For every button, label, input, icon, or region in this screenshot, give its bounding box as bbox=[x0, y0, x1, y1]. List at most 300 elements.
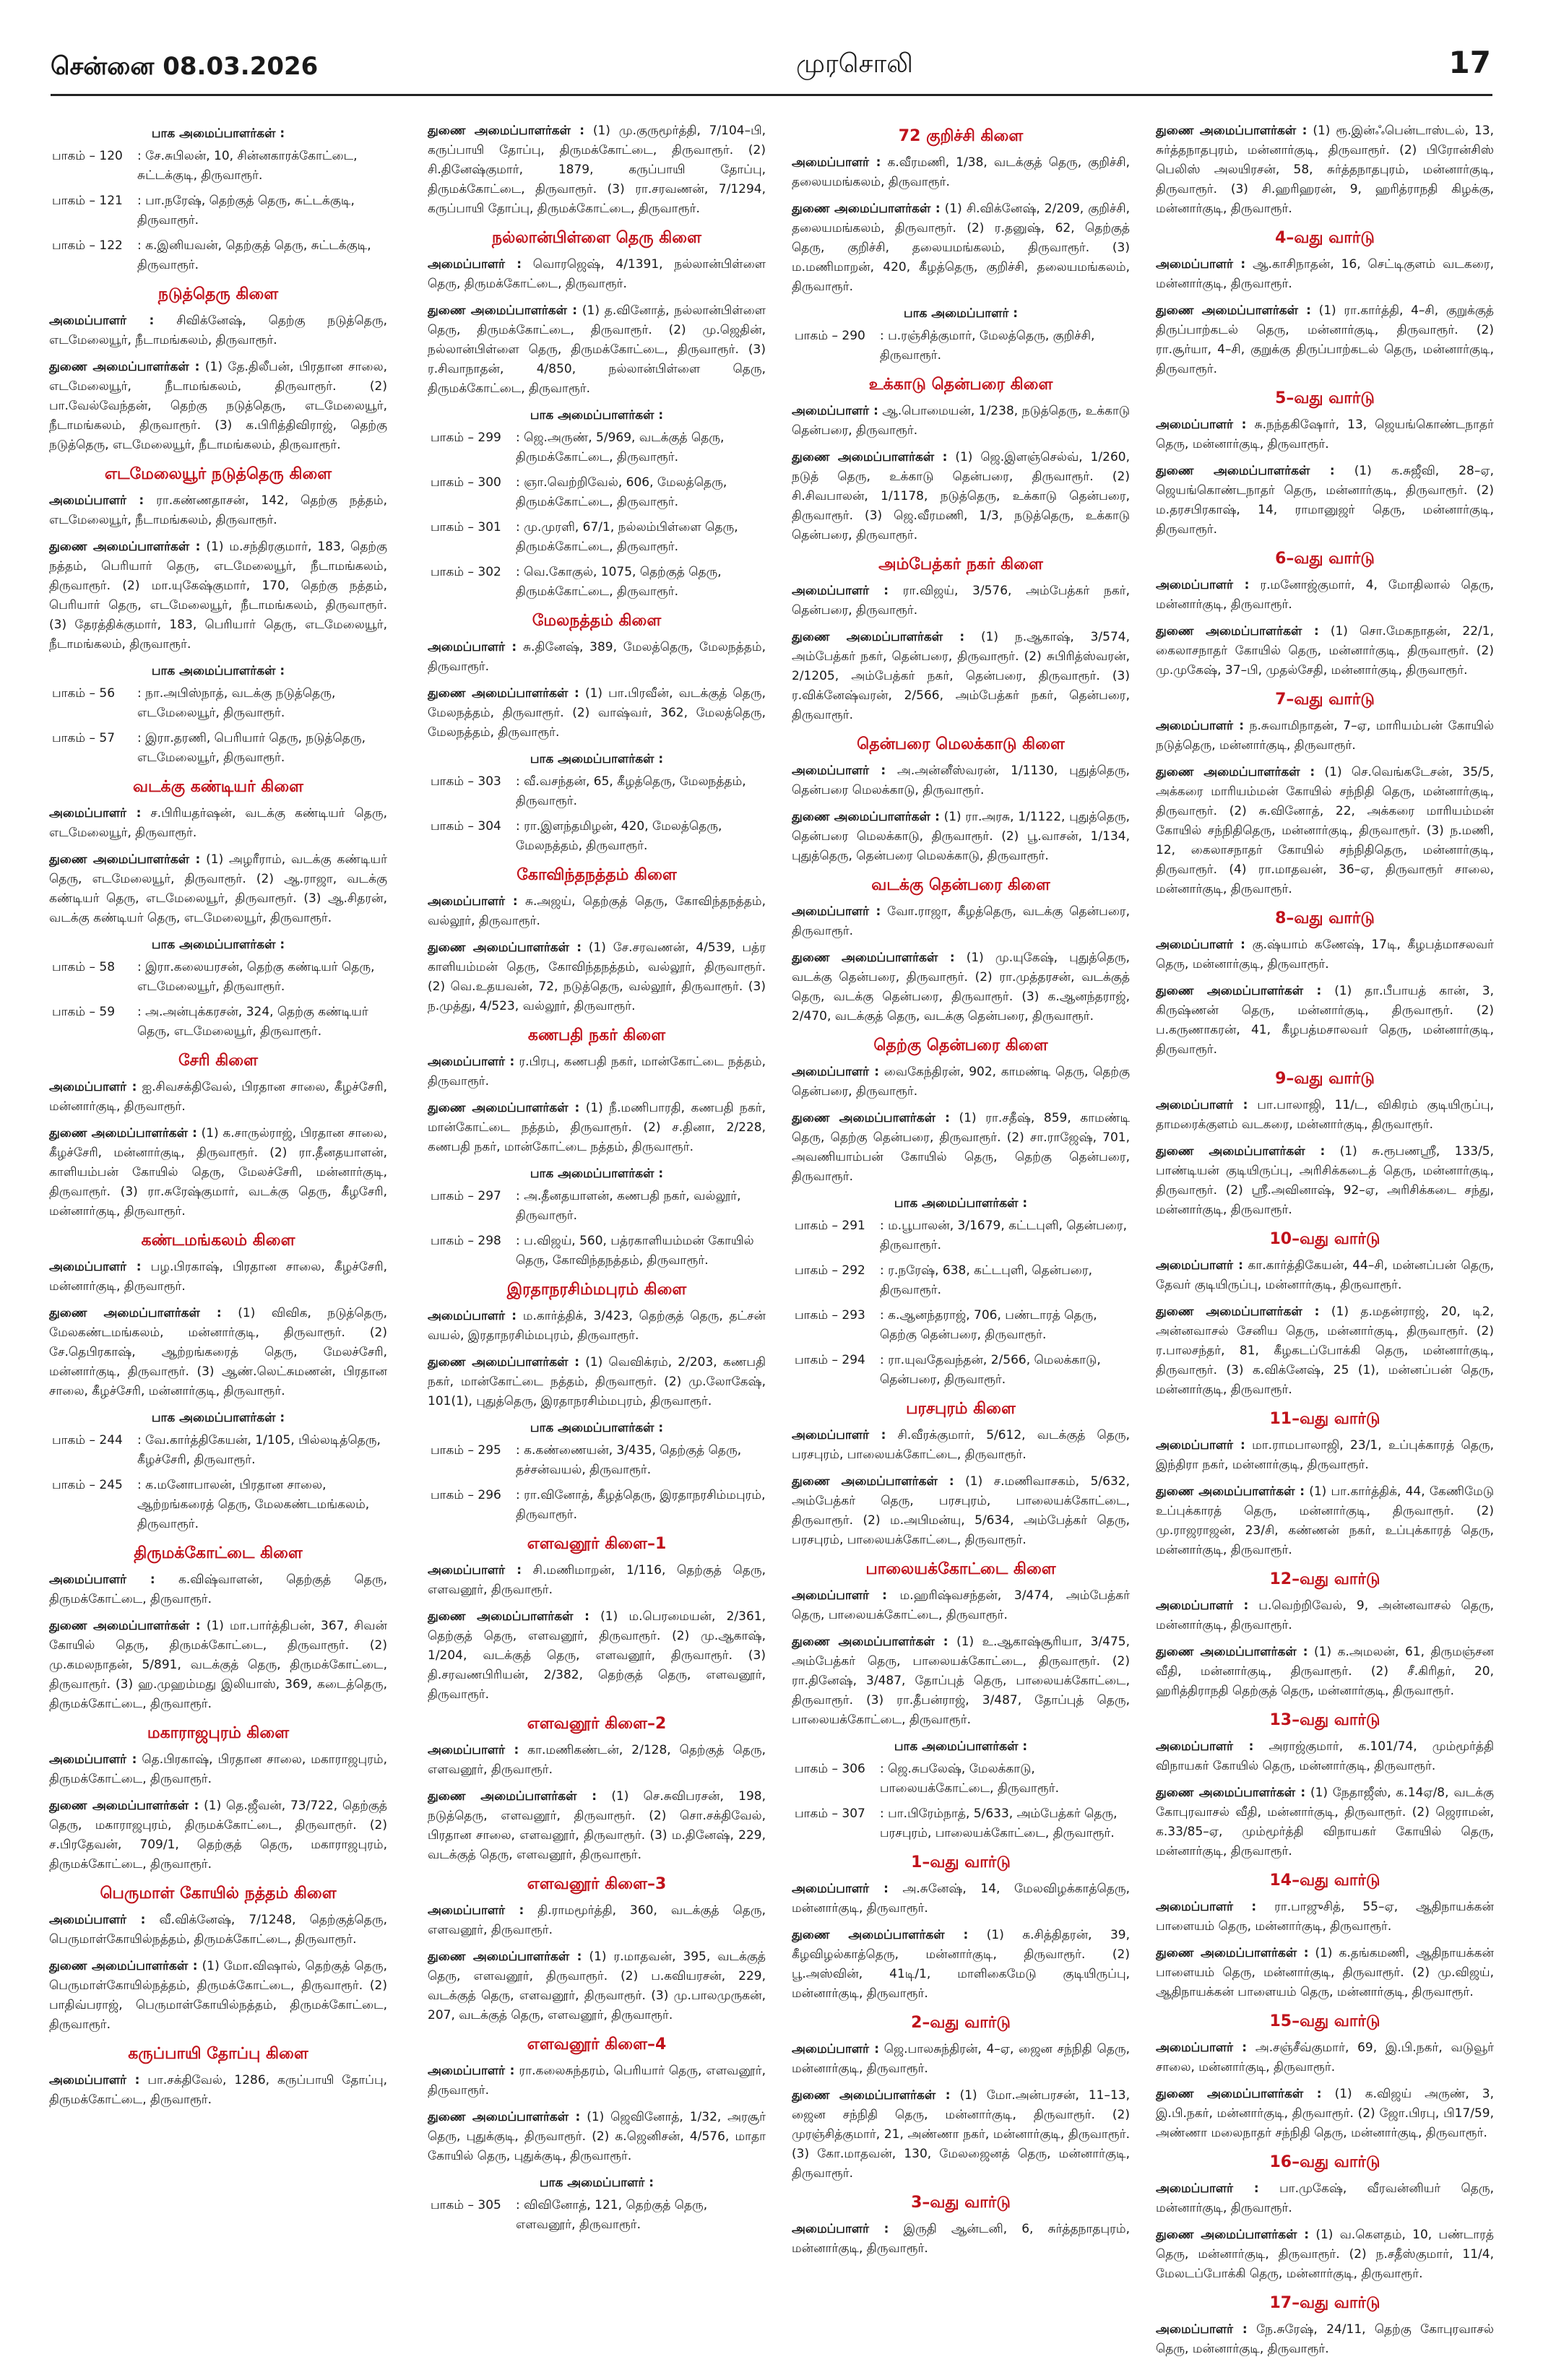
branch-section bbox=[49, 1543, 387, 1714]
appointment-paragraph bbox=[49, 1078, 387, 1117]
role-label: துணை அமைப்பாளர்கள் : bbox=[1156, 1645, 1308, 1659]
role-label: அமைப்பாளர் : bbox=[428, 1743, 519, 1757]
branch-section bbox=[49, 124, 387, 275]
booth-organizer: : க.இனியவன், தெற்குத் தெரு, சுட்டக்குடி, திருவாரூர். bbox=[137, 238, 371, 272]
role-label: அமைப்பாளர் : bbox=[792, 155, 881, 170]
role-label: அமைப்பாளர் : bbox=[49, 1260, 142, 1274]
newspaper-name: முரசொலி bbox=[796, 49, 913, 79]
appointment-paragraph bbox=[49, 1796, 387, 1874]
role-label: துணை அமைப்பாளர்கள் : bbox=[792, 951, 955, 965]
booth-organizers-heading: பாக அமைப்பாளர்கள் : bbox=[530, 408, 664, 423]
branch-title: வடக்கு கண்டியர் கிளை bbox=[132, 778, 303, 796]
branch-section bbox=[1156, 2293, 1494, 2359]
branch-section bbox=[792, 374, 1130, 545]
appointee-details: (1) ந.ஆகாஷ், 3/574, அம்பேத்கர் நகர், தென்பரை, திருவாரூர். (2) சுபிரித்ஸ்வரன், 2/1205, அம்பேத்கர் நகர், தென்பரை, திருவாரூர். (3) ர.விக்னேஷ்வரன், 2/566, அம்பேத்கர் நகர், தென்பரை, திருவாரூர். bbox=[792, 630, 1130, 722]
booth-number: பாகம் – 122 bbox=[52, 238, 123, 253]
issue-date: சென்னை 08.03.2026 bbox=[51, 52, 319, 81]
appointment-paragraph bbox=[1156, 1737, 1494, 1776]
branch-section bbox=[1156, 228, 1494, 379]
appointment-paragraph bbox=[792, 2220, 1130, 2259]
appointment-paragraph bbox=[792, 1632, 1130, 1730]
booth-number: பாகம் – 305 bbox=[431, 2198, 501, 2212]
appointee-details: (1) உ.ஆகாஷ்சூரியா, 3/475, அம்பேத்கர் தெரு, பாலையக்கோட்டை, திருவாரூர். (2) ரா.தினேஷ், 3/487, தோப்புத் தெரு, பாலையக்கோட்டை, திருவாரூர். (3) ரா.தீபன்ராஜ், 3/487, தோப்புத் தெரு, பாலையக்கோட்டை, திருவாரூர். bbox=[792, 1635, 1130, 1727]
appointee-details: அ.சஞ்சீவ்குமார், 69, இ.பி.நகர், வடுவூர் சாலை, மன்னார்குடி, திருவாரூர். bbox=[1156, 2041, 1494, 2074]
booth-row bbox=[49, 236, 387, 275]
branch-title: கோவிந்தநத்தம் கிளை bbox=[517, 866, 677, 884]
role-label: துணை அமைப்பாளர்கள் : bbox=[792, 202, 941, 216]
booth-number: பாகம் – 307 bbox=[795, 1806, 865, 1821]
appointment-paragraph bbox=[792, 1926, 1130, 2004]
booth-organizer: : ஜெ.அருண், 5/969, வடக்குத் தெரு, திருமக்கோட்டை, திருவாரூர். bbox=[516, 430, 725, 464]
appointee-details: (1) பா.கார்த்திக், 44, கேணிமேடு உப்புக்காரத் தெரு, மன்னார்குடி, திருவாரூர். (2) மு.ராஜராஜன், 23/சி, கண்ணன் நகர், உப்புக்காரத் தெரு, மன்னார்குடி, திருவாரூர். bbox=[1156, 1484, 1494, 1557]
role-label: துணை அமைப்பாளர்கள் : bbox=[1156, 1144, 1326, 1159]
booth-number: பாகம் – 304 bbox=[431, 819, 501, 834]
column-1 bbox=[49, 121, 387, 2360]
appointment-paragraph bbox=[1156, 1096, 1494, 1135]
branch-title: 11–வது வார்டு bbox=[1269, 1410, 1380, 1428]
appointment-paragraph bbox=[1156, 301, 1494, 379]
booth-number: பாகம் – 57 bbox=[52, 731, 116, 745]
booth-number: பாகம் – 244 bbox=[52, 1433, 123, 1448]
branch-title: தென்பரை மெலக்காடு கிளை bbox=[857, 735, 1065, 753]
branch-section bbox=[49, 1230, 387, 1534]
role-label: அமைப்பாளர் : bbox=[1156, 2041, 1248, 2055]
branch-section bbox=[49, 2043, 387, 2110]
appointee-details: கா.மணிகண்டன், 2/128, தெற்குத் தெரு, எளவனூர், திருவாரூர். bbox=[428, 1743, 766, 1777]
role-label: துணை அமைப்பாளர்கள் : bbox=[1156, 765, 1315, 779]
role-label: துணை அமைப்பாளர்கள் : bbox=[428, 124, 585, 138]
booth-organizer: : வே.கார்த்திகேயன், 1/105, பில்லடித்தெரு, கீழச்சேரி, திருவாரூர். bbox=[137, 1433, 381, 1467]
branch-section bbox=[1156, 121, 1494, 219]
role-label: அமைப்பாளர் : bbox=[1156, 1258, 1243, 1273]
role-label: அமைப்பாளர் : bbox=[792, 763, 886, 778]
role-label: துணை அமைப்பாளர்கள் : bbox=[428, 2110, 581, 2124]
column-2 bbox=[428, 121, 766, 2360]
role-label: அமைப்பாளர் : bbox=[49, 313, 155, 328]
appointee-details: (1) மு.யுகேஷ், புதுத்தெரு, வடக்கு தென்பரை, திருவாரூர். (2) ரா.முத்தரசன், வடக்குத் தெரு, வடக்கு தென்பரை, திருவாரூர். (3) க.ஆனந்தராஜ், 2/470, வடக்குத் தெரு, வடக்கு தென்பரை, திருவாரூர். bbox=[792, 951, 1130, 1024]
booth-number: பாகம் – 301 bbox=[431, 520, 501, 535]
appointee-details: (1) ரா.சதீஷ், 859, காமண்டி தெரு, தெற்கு தென்பரை, திருவாரூர். (2) சா.ராஜேஷ், 701, அவணியாம்பன் கோயில் தெரு, தெற்கு தென்பரை, திருவாரூர். bbox=[792, 1111, 1130, 1184]
appointment-paragraph bbox=[49, 537, 387, 654]
branch-title: திருமக்கோட்டை கிளை bbox=[134, 1544, 303, 1562]
booth-row bbox=[428, 428, 766, 467]
booth-row bbox=[792, 1261, 1130, 1300]
booth-row bbox=[428, 563, 766, 602]
branch-title: பரசபுரம் கிளை bbox=[906, 1400, 1016, 1418]
appointment-paragraph bbox=[1156, 1897, 1494, 1937]
role-label: துணை அமைப்பாளர்கள் : bbox=[428, 686, 579, 701]
branch-title: தெற்கு தென்பரை கிளை bbox=[873, 1037, 1048, 1055]
appointment-paragraph bbox=[428, 121, 766, 219]
role-label: அமைப்பாளர் : bbox=[49, 2073, 140, 2087]
appointee-details: க.வீரமணி, 1/38, வடக்குத் தெரு, குறிச்சி, தலையமங்கலம், திருவாரூர். bbox=[792, 155, 1130, 189]
branch-title: அம்பேத்கர் நகர் கிளை bbox=[878, 555, 1043, 574]
branch-section bbox=[428, 1713, 766, 1865]
column-3 bbox=[792, 121, 1130, 2360]
appointee-details: ந.சுவாமிநாதன், 7–ஏ, மாரியம்பன் கோயில் நடுத்தெரு, மன்னார்குடி, திருவாரூர். bbox=[1156, 719, 1494, 753]
role-label: அமைப்பாளர் : bbox=[792, 1065, 880, 1079]
appointment-paragraph bbox=[792, 581, 1130, 620]
appointee-details: (1) சு.ரூபணஸ்ரீ, 133/5, பாண்டியன் குடியிருப்பு, அரிசிக்கடைத் தெரு, மன்னார்குடி, திருவாரூர். (2) ஸ்ரீ.அவினாஷ், 92–ஏ, அரிசிக்கடை சந்து, மன்னார்குடி, திருவாரூர். bbox=[1156, 1144, 1494, 1217]
branch-title: 6–வது வார்டு bbox=[1275, 550, 1375, 568]
branch-title: கணபதி நகர் கிளை bbox=[527, 1026, 666, 1044]
appointee-details: (1) வெவிக்ரம், 2/203, கணபதி நகர், மான்கோட்டை நத்தம், திருவாரூர். (2) மு.லோகேஷ், 101(1), புதுத்தெரு, இரதாநரசிம்மபுரம், திருவாரூர். bbox=[428, 1355, 766, 1408]
role-label: அமைப்பாளர் : bbox=[792, 1428, 886, 1442]
branch-section bbox=[1156, 1068, 1494, 1220]
booth-organizer: : வீ.வசந்தன், 65, கீழத்தெரு, மேலநத்தம், திருவாரூர். bbox=[516, 774, 746, 808]
booth-organizers-heading: பாக அமைப்பாளர் : bbox=[903, 306, 1019, 321]
appointment-paragraph bbox=[1156, 622, 1494, 680]
appointee-details: (1) ர.மாதவன், 395, வடக்குத் தெரு, எளவனூர், திருவாரூர். (2) ப.கவியரசன், 229, வடக்குத் தெரு, எளவனூர், திருவாரூர். (3) மு.பாலமுருகன், 207, வடக்குத் தெரு, எளவனூர், திருவாரூர். bbox=[428, 1950, 766, 2022]
branch-section bbox=[1156, 1870, 1494, 2002]
branch-title: 15–வது வார்டு bbox=[1269, 2012, 1380, 2030]
appointment-paragraph bbox=[1156, 2085, 1494, 2143]
appointee-details: ம.கார்த்திக், 3/423, தெற்குத் தெரு, தட்சன் வயல், இரதாநரசிம்மபுரம், திருவாரூர். bbox=[428, 1309, 766, 1343]
role-label: துணை அமைப்பாளர்கள் : bbox=[792, 450, 948, 464]
branch-title: கண்டமங்கலம் கிளை bbox=[141, 1232, 295, 1250]
role-label: துணை அமைப்பாளர்கள் : bbox=[428, 1789, 597, 1804]
branch-section bbox=[792, 2012, 1130, 2184]
page-number: 17 bbox=[1448, 45, 1491, 80]
booth-row bbox=[49, 191, 387, 230]
branch-section bbox=[792, 554, 1130, 725]
role-label: துணை அமைப்பாளர்கள் : bbox=[1156, 303, 1311, 318]
appointee-details: (1) சொ.மேகநாதன், 22/1, கைலாசநாதர் கோயில் தெரு, மன்னார்குடி, திருவாரூர். (2) மு.முகேஷ், 37–பி, முதல்சேதி, மன்னார்குடி, திருவாரூர். bbox=[1156, 624, 1494, 678]
appointee-details: சு.தினேஷ், 389, மேலத்தெரு, மேலநத்தம், திருவாரூர். bbox=[428, 640, 766, 674]
appointment-paragraph bbox=[49, 2071, 387, 2110]
appointee-details: வைகேந்திரன், 902, காமண்டி தெரு, தெற்கு தென்பரை, திருவாரூர். bbox=[792, 1065, 1130, 1099]
branch-section bbox=[792, 1035, 1130, 1390]
branch-section bbox=[1156, 689, 1494, 899]
appointee-details: (1) மா.பார்த்திபன், 367, சிவன் கோயில் தெரு, திருமக்கோட்டை, திருவாரூர். (2) மு.கமலநாதன், 5/891, வடக்குத் தெரு, திருமக்கோட்டை, திருவாரூர். (3) ஹ.முஹம்மது இலியாஸ், 369, கடைத்தெரு, திருமக்கோட்டை, திருவாரூர். bbox=[49, 1619, 387, 1711]
role-label: அமைப்பாளர் : bbox=[792, 1588, 887, 1603]
branch-title: எடமேலையூர் நடுத்தெரு கிளை bbox=[104, 465, 332, 483]
branch-title: பெருமாள் கோயில் நத்தம் கிளை bbox=[100, 1884, 337, 1903]
branch-section bbox=[49, 464, 387, 768]
booth-number: பாகம் – 291 bbox=[795, 1219, 865, 1233]
appointment-paragraph bbox=[792, 1426, 1130, 1465]
branch-title: 10–வது வார்டு bbox=[1269, 1230, 1380, 1248]
role-label: துணை அமைப்பாளர்கள் : bbox=[1156, 2087, 1322, 2101]
booth-number: பாகம் – 303 bbox=[431, 774, 501, 789]
appointment-paragraph bbox=[428, 1307, 766, 1346]
appointment-paragraph bbox=[792, 1472, 1130, 1550]
appointment-paragraph bbox=[1156, 2038, 1494, 2077]
appointee-details: தெ.பிரகாஷ், பிரதான சாலை, மகாராஜபுரம், திருமக்கோட்டை, திருவாரூர். bbox=[49, 1752, 387, 1786]
appointment-paragraph bbox=[49, 1124, 387, 1221]
appointee-details: க.விஷ்வாளன், தெற்குத் தெரு, திருமக்கோட்டை, திருவாரூர். bbox=[49, 1572, 387, 1606]
appointment-paragraph bbox=[1156, 1302, 1494, 1400]
role-label: அமைப்பாளர் : bbox=[49, 1913, 146, 1927]
appointment-paragraph bbox=[1156, 1142, 1494, 1220]
booth-row bbox=[428, 817, 766, 856]
appointment-paragraph bbox=[49, 491, 387, 530]
appointment-paragraph bbox=[792, 2086, 1130, 2184]
booth-row bbox=[49, 147, 387, 186]
booth-number: பாகம் – 292 bbox=[795, 1263, 865, 1278]
appointment-paragraph bbox=[792, 1879, 1130, 1918]
role-label: துணை அமைப்பாளர்கள் : bbox=[49, 1619, 201, 1633]
booth-organizer: : க.மனோபாலன், பிரதான சாலை, ஆற்றங்கரைத் தெரு, மேலகண்டமங்கலம், திருவாரூர். bbox=[137, 1478, 370, 1531]
appointment-paragraph bbox=[792, 761, 1130, 800]
booth-row bbox=[428, 2196, 766, 2235]
branch-title: எளவனூர் கிளை–4 bbox=[527, 2035, 667, 2054]
appointment-paragraph bbox=[792, 808, 1130, 866]
branch-title: 2–வது வார்டு bbox=[911, 2014, 1011, 2032]
branch-section bbox=[49, 1050, 387, 1221]
appointee-details: (1) பா.பிரவீன், வடக்குத் தெரு, மேலநத்தம், திருவாரூர். (2) வாஷ்வர், 362, மேலத்தெரு, மேலநத்தம், திருவாரூர். bbox=[428, 686, 766, 740]
booth-row bbox=[428, 518, 766, 557]
booth-row bbox=[428, 1441, 766, 1480]
appointment-paragraph bbox=[792, 199, 1130, 297]
role-label: துணை அமைப்பாளர்கள் : bbox=[792, 810, 940, 824]
branch-section bbox=[428, 865, 766, 1016]
branch-section bbox=[1156, 2011, 1494, 2143]
appointee-details: (1) த.மதன்ராஜ், 20, டி2, அன்னவாசல் சேனிய தெரு, மன்னார்குடி, திருவாரூர். (2) ர.பாலசந்தர், 81, கீழகடப்போக்கி தெரு, மன்னார்குடி, திருவாரூர். (3) க.விக்னேஷ், 25 (1), மன்னப்பன் தெரு, மன்னார்குடி, திருவாரூர். bbox=[1156, 1304, 1494, 1397]
branch-section bbox=[1156, 908, 1494, 1060]
appointment-paragraph bbox=[792, 902, 1130, 941]
role-label: அமைப்பாளர் : bbox=[49, 806, 142, 821]
appointment-paragraph bbox=[49, 850, 387, 928]
booth-number: பாகம் – 58 bbox=[52, 960, 116, 974]
appointee-details: (1) க.தங்கமணி, ஆதிநாயக்கன் பாளையம் தெரு, மன்னார்குடி, திருவாரூர். (2) மு.விஜய், ஆதிநாயக்கன் பாளையம் தெரு, மன்னார்குடி, திருவாரூர். bbox=[1156, 1946, 1494, 1999]
appointee-details: (1) க.சாருல்ராஜ், பிரதான சாலை, கீழச்சேரி, மன்னார்குடி, திருவாரூர். (2) ரா.தீனதயாளன், காளியம்பன் கோயில் தெரு, மேலச்சேரி, மன்னார்குடி, திருவாரூர். (3) ரா.சுரேஷ்குமார், வடக்கு தெரு, கீழசேரி, மன்னார்குடி, திருவாரூர். bbox=[49, 1126, 387, 1219]
booth-number: பாகம் – 121 bbox=[52, 194, 123, 208]
branch-title: 72 குறிச்சி கிளை bbox=[898, 127, 1024, 145]
appointee-details: (1) விவிக, நடுத்தெரு, மேலகண்டமங்கலம், மன்னார்குடி, திருவாரூர். (2) சே.தெபிரகாஷ், ஆற்றங்கரைத் தெரு, மேலச்சேரி, மன்னார்குடி, திருவாரூர். (3) ஆண்.லெட்சுமணன், பிரதான சாலை, கீழச்சேரி, மன்னார்குடி, திருவாரூர். bbox=[49, 1306, 387, 1398]
booth-organizers-heading: பாக அமைப்பாளர் : bbox=[539, 2176, 654, 2190]
branch-title: 4–வது வார்டு bbox=[1275, 229, 1375, 247]
booth-row bbox=[792, 1216, 1130, 1255]
branch-title: 1–வது வார்டு bbox=[911, 1853, 1011, 1871]
appointee-details: (1) நேதாஜீஸ், க.14ஏ/8, வடக்கு கோபுரவாசல் வீதி, மன்னார்குடி, திருவாரூர். (2) ஜெராமன், க.33/85–ஏ, மும்மூர்த்தி விநாயகர் கோயில் தெரு, மன்னார்குடி, திருவாரூர். bbox=[1156, 1786, 1494, 1858]
role-label: அமைப்பாளர் : bbox=[428, 894, 518, 909]
role-label: அமைப்பாளர் : bbox=[1156, 417, 1247, 432]
appointee-details: நே.சுரேஷ், 24/11, தெற்கு கோபுரவாசல் தெரு, மன்னார்குடி, திருவாரூர். bbox=[1156, 2322, 1494, 2356]
booth-row bbox=[49, 1431, 387, 1470]
appointee-details: சி.மணிமாறன், 1/116, தெற்குத் தெரு, எளவனூர், திருவாரூர். bbox=[428, 1563, 766, 1597]
booth-organizers-heading: பாக அமைப்பாளர்கள் : bbox=[151, 126, 285, 141]
appointee-details: (1) ம.சந்திரகுமார், 183, தெற்கு நத்தம், பெரியார் தெரு, எடமேலையூர், நீடாமங்கலம், திருவாரூர். (2) மா.யுகேஷ்குமார், 170, தெற்கு நத்தம், பெரியார் தெரு, எடமேலையூர், நீடாமங்கலம், திருவாரூர். (3) தேரத்திக்குமார், 183, பெரியார் தெரு, எடமேலையூர், நீடாமங்கலம், திருவாரூர். bbox=[49, 540, 387, 652]
appointment-paragraph bbox=[792, 1063, 1130, 1102]
branch-section bbox=[1156, 1569, 1494, 1701]
role-label: துணை அமைப்பாளர்கள் : bbox=[792, 1635, 948, 1649]
booth-number: பாகம் – 298 bbox=[431, 1234, 501, 1248]
role-label: அமைப்பாளர் : bbox=[49, 1752, 137, 1767]
appointee-details: (1) மோ.அன்பரசன், 11–13, ஜைன சந்நிதி தெரு, மன்னார்குடி, திருவாரூர். (2) முரஞ்சித்குமார், 21, அண்ணா நகர், மன்னார்குடி, திருவாரூர். (3) கோ.மாதவன், 130, மேலஜைனத் தெரு, மன்னார்குடி, திருவாரூர். bbox=[792, 2088, 1130, 2181]
booth-organizer: : ஞா.வெற்றிவேல், 606, மேலத்தெரு, திருமக்கோட்டை, திருவாரூர். bbox=[516, 475, 727, 509]
branch-title: 3–வது வார்டு bbox=[911, 2194, 1011, 2212]
appointment-paragraph bbox=[49, 311, 387, 350]
appointee-details: ர.பிரபு, கணபதி நகர், மான்கோட்டை நத்தம், திருவாரூர். bbox=[428, 1055, 766, 1089]
booth-organizers-heading: பாக அமைப்பாளர்கள் : bbox=[530, 1167, 664, 1181]
booth-organizer: : ப.ரஞ்சித்குமார், மேலத்தெரு, குறிச்சி, திருவாரூர். bbox=[880, 329, 1095, 363]
appointee-details: மா.ராமபாலாஜி, 23/1, உப்புக்காரத் தெரு, இந்திரா நகர், மன்னார்குடி, திருவாரூர். bbox=[1156, 1438, 1494, 1472]
booth-row bbox=[792, 1306, 1130, 1345]
role-label: துணை அமைப்பாளர்கள் : bbox=[428, 1609, 589, 1624]
branch-title: 5–வது வார்டு bbox=[1275, 389, 1375, 407]
appointee-details: (1) க.சுஜீவி, 28–ஏ, ஜெயங்கொண்டநாதர் தெரு, மன்னார்குடி, திருவாரூர். (2) ம.தரசபிரகாஷ், 14, ராமானுஜர் தெரு, மன்னார்குடி, திருவாரூர். bbox=[1156, 464, 1494, 537]
appointment-paragraph bbox=[1156, 1783, 1494, 1861]
branch-section bbox=[49, 1883, 387, 2035]
branch-title: மகாராஜபுரம் கிளை bbox=[147, 1724, 290, 1742]
appointee-details: ரா.கலைசுந்தரம், பெரியார் தெரு, எளவனூர், திருவாரூர். bbox=[428, 2064, 766, 2098]
appointment-paragraph bbox=[1156, 717, 1494, 756]
branch-title: 8–வது வார்டு bbox=[1275, 909, 1375, 927]
booth-number: பாகம் – 296 bbox=[431, 1488, 501, 1502]
booth-organizer: : ரா.யுவதேவந்தன், 2/566, மெலக்காடு, தென்பரை, திருவாரூர். bbox=[880, 1353, 1101, 1387]
appointee-details: ம.ஹரிஷ்வசந்தன், 3/474, அம்பேத்கர் தெரு, பாலையக்கோட்டை, திருவாரூர். bbox=[792, 1588, 1130, 1622]
role-label: துணை அமைப்பாளர்கள் : bbox=[428, 1950, 582, 1964]
appointee-details: (1) தே.திலீபன், பிரதான சாலை, எடமேலையூர், நீடாமங்கலம், திருவாரூர். (2) பா.வேல்வேந்தன், தெற்கு நடுத்தெரு, எடமேலையூர், நீடாமங்கலம், திருவாரூர். (3) க.பிரித்திவிராஜ், தெற்கு நடுத்தெரு, எடமேலையூர், நீடாமங்கலம், திருவாரூர். bbox=[49, 360, 387, 452]
role-label: துணை அமைப்பாளர்கள் : bbox=[792, 1474, 954, 1489]
appointee-details: அ.சுனேஷ், 14, மேலவிழக்காத்தெரு, மன்னார்குடி, திருவாரூர். bbox=[792, 1882, 1130, 1916]
role-label: அமைப்பாளர் : bbox=[792, 2042, 880, 2056]
role-label: அமைப்பாளர் : bbox=[1156, 257, 1246, 272]
appointment-paragraph bbox=[1156, 2179, 1494, 2218]
role-label: அமைப்பாளர் : bbox=[1156, 719, 1244, 733]
booth-organizers-heading: பாக அமைப்பாளர்கள் : bbox=[151, 1411, 285, 1425]
booth-number: பாகம் – 299 bbox=[431, 430, 501, 445]
appointment-paragraph bbox=[1156, 1256, 1494, 1295]
booth-organizer: : சே.சுபிலன், 10, சின்னகாரக்கோட்டை, சுட்டக்குடி, திருவாரூர். bbox=[137, 149, 358, 183]
appointee-details: (1) சே.சரவணன், 4/539, பத்ர காளியம்மன் தெரு, கோவிந்தநத்தம், வல்லூர், திருவாரூர். (2) வெ.உதயவன், 72, நடுத்தெரு, வல்லூர், திருவாரூர். (3) ந.முத்து, 4/523, வல்லூர், திருவாரூர். bbox=[428, 940, 766, 1013]
booth-number: பாகம் – 297 bbox=[431, 1189, 501, 1203]
appointment-paragraph bbox=[428, 1353, 766, 1411]
role-label: அமைப்பாளர் : bbox=[49, 493, 144, 508]
appointee-details: கு.ஷ்யாம் கணேஷ், 17டி, கீழபத்மாசலவர் தெரு, மன்னார்குடி, திருவாரூர். bbox=[1156, 938, 1494, 972]
page-header bbox=[51, 0, 1495, 94]
appointee-details: ச.பிரியதர்ஷன், வடக்கு கண்டியர் தெரு, எடமேலையூர், திருவாரூர். bbox=[49, 806, 387, 840]
column-4 bbox=[1156, 121, 1494, 2360]
role-label: அமைப்பாளர் : bbox=[428, 1903, 524, 1918]
booth-number: பாகம் – 290 bbox=[795, 329, 865, 343]
booth-number: பாகம் – 300 bbox=[431, 475, 501, 490]
appointment-paragraph bbox=[1156, 255, 1494, 294]
booth-organizer: : விவினோத், 121, தெற்குத் தெரு, எளவனூர், திருவாரூர். bbox=[516, 2198, 708, 2232]
appointee-details: வொரஜெஷ், 4/1391, நல்லான்பிள்ளை தெரு, திருமக்கோட்டை, திருவாரூர். bbox=[428, 257, 766, 291]
appointment-paragraph bbox=[1156, 1596, 1494, 1635]
role-label: துணை அமைப்பாளர்கள் : bbox=[1156, 124, 1308, 138]
role-label: அமைப்பாளர் : bbox=[1156, 1098, 1248, 1112]
role-label: அமைப்பாளர் : bbox=[1156, 2181, 1259, 2196]
appointee-details: பா.சக்திவேல், 1286, கருப்பாயி தோப்பு, திருமக்கோட்டை, திருவாரூர். bbox=[49, 2073, 387, 2107]
appointee-details: (1) வ.கௌதம், 10, பண்டாரத் தெரு, மன்னார்குடி, திருவாரூர். (2) ந.சதீஸ்குமார், 11/4, மேலடப்போக்கி தெரு, மன்னார்குடி, திருவாரூர். bbox=[1156, 2228, 1494, 2281]
appointment-paragraph bbox=[1156, 576, 1494, 615]
role-label: அமைப்பாளர் : bbox=[428, 1055, 515, 1069]
appointee-details: (1) ச.மணிவாசகம், 5/632, அம்பேத்கர் தெரு, பரசபுரம், பாலையக்கோட்டை, திருவாரூர். (2) ம.அபிமன்யு, 5/634, அம்பேத்கர் தெரு, பரசபுரம், பாலையக்கோட்டை, திருவாரூர். bbox=[792, 1474, 1130, 1547]
appointment-paragraph bbox=[428, 1607, 766, 1705]
appointee-details: பா.பாலாஜி, 11/ட, விகிரம் குடியிருப்பு, தாமரைக்குளம் வடகரை, மன்னார்குடி, திருவாரூர். bbox=[1156, 1098, 1494, 1132]
role-label: துணை அமைப்பாளர்கள் : bbox=[792, 1111, 950, 1125]
role-label: அமைப்பாளர் : bbox=[49, 1080, 137, 1094]
booth-organizer: : ரா.வினோத், கீழத்தெரு, இரதாநரசிம்மபுரம், திருவாரூர். bbox=[516, 1488, 766, 1522]
booth-organizer: : ஜெ.சுபலேஷ், மேலக்காடு, பாலையக்கோட்டை, திருவாரூர். bbox=[880, 1762, 1060, 1796]
role-label: அமைப்பாளர் : bbox=[1156, 1900, 1257, 1914]
appointment-paragraph bbox=[792, 402, 1130, 441]
appointment-paragraph bbox=[1156, 982, 1494, 1060]
appointment-paragraph bbox=[49, 804, 387, 843]
branch-section bbox=[428, 1874, 766, 2025]
appointment-paragraph bbox=[428, 892, 766, 931]
appointee-details: (1) ரா.அரசு, 1/1122, புதுத்தெரு, தென்பரை மெலக்காடு, திருவாரூர். (2) பூ.வாசன், 1/134, புதுத்தெரு, தென்பரை மெலக்காடு, திருவாரூர். bbox=[792, 810, 1130, 863]
appointee-details: தி.ராமமூர்த்தி, 360, வடக்குத் தெரு, எளவனூர், திருவாரூர். bbox=[428, 1903, 766, 1937]
branch-title: எளவனூர் கிளை–3 bbox=[527, 1875, 667, 1893]
branch-section bbox=[49, 776, 387, 1042]
appointee-details: (1) அழரீராம், வடக்கு கண்டியர் தெரு, எடமேலையூர், திருவாரூர். (2) ஆ.ராஜா, வடக்கு கண்டியர் தெரு, எடமேலையூர், திருவாரூர். (3) ஆ.சிதரன், வடக்கு கண்டியர் தெரு, எடமேலையூர், திருவாரூர். bbox=[49, 852, 387, 925]
booth-organizer: : அ.அன்புக்கரசன், 324, தெற்கு கண்டியர் தெரு, எடமேலையூர், திருவாரூர். bbox=[137, 1005, 368, 1039]
branch-section bbox=[428, 610, 766, 856]
appointee-details: (1) நீ.மணிபாரதி, கணபதி நகர், மான்கோட்டை நத்தம், திருவாரூர். (2) ச.தினா, 2/228, கணபதி நகர், மான்கோட்டை நத்தம், திருவாரூர். bbox=[428, 1101, 766, 1154]
booth-row bbox=[428, 772, 766, 811]
appointee-details: ரா.விஜய், 3/576, அம்பேத்கர் நகர், தென்பரை, திருவாரூர். bbox=[792, 584, 1130, 618]
booth-row bbox=[428, 1187, 766, 1226]
appointee-details: ர.மனோஜ்குமார், 4, மோதிலால் தெரு, மன்னார்குடி, திருவாரூர். bbox=[1156, 578, 1494, 612]
appointee-details: (1) க.விஜய் அருண், 3, இ.பி.நகர், மன்னார்குடி, திருவாரூர். (2) ஜோ.பிரபு, பி17/59, அண்ணா மலைநாதர் சந்நிதி தெரு, மன்னார்குடி, திருவாரூர். bbox=[1156, 2087, 1494, 2140]
role-label: துணை அமைப்பாளர்கள் : bbox=[1156, 984, 1322, 998]
branch-section bbox=[428, 2034, 766, 2235]
booth-organizer: : ம.பூபாலன், 3/1679, கட்டபுளி, தென்பரை, திருவாரூர். bbox=[880, 1219, 1128, 1252]
appointee-details: ரா.பாஜுசித், 55–ஏ, ஆதிநாயக்கன் பாளையம் தெரு, மன்னார்குடி, திருவாரூர். bbox=[1156, 1900, 1494, 1934]
appointee-details: ஆ.பொமையன், 1/238, நடுத்தெரு, உக்காடு தென்பரை, திருவாரூர். bbox=[792, 404, 1130, 438]
booth-number: பாகம் – 59 bbox=[52, 1005, 116, 1019]
branch-section bbox=[428, 1025, 766, 1271]
booth-organizer: : க.கண்ணையன், 3/435, தெற்குத் தெரு, தச்சன்வயல், திருவாரூர். bbox=[516, 1443, 742, 1477]
appointment-paragraph bbox=[792, 1586, 1130, 1625]
appointment-paragraph bbox=[49, 1258, 387, 1297]
appointee-details: பழ.பிரகாஷ், பிரதான சாலை, கீழச்சேரி, மன்னார்குடி, திருவாரூர். bbox=[49, 1260, 387, 1294]
branch-section bbox=[792, 875, 1130, 1026]
booth-organizers-heading: பாக அமைப்பாளர்கள் : bbox=[530, 1421, 664, 1435]
appointment-paragraph bbox=[428, 1741, 766, 1780]
appointment-paragraph bbox=[1156, 462, 1494, 540]
booth-row bbox=[792, 1760, 1130, 1799]
booth-row bbox=[792, 1804, 1130, 1843]
appointee-details: சு.நந்தகிஷோர், 13, ஜெயங்கொண்டநாதர் தெரு, மன்னார்குடி, திருவாரூர். bbox=[1156, 417, 1494, 451]
branch-section bbox=[792, 1398, 1130, 1550]
appointee-details: ஆ.காசிநாதன், 16, செட்டிகுளம் வடகரை, மன்னார்குடி, திருவாரூர். bbox=[1156, 257, 1494, 291]
role-label: துணை அமைப்பாளர்கள் : bbox=[49, 1959, 198, 1973]
role-label: அமைப்பாளர் : bbox=[49, 1572, 155, 1587]
role-label: அமைப்பாளர் : bbox=[428, 2064, 515, 2078]
appointment-paragraph bbox=[49, 1570, 387, 1609]
appointee-details: (1) செ.சுவிபரசன், 198, நடுத்தெரு, எளவனூர், திருவாரூர். (2) சொ.சக்திவேல், பிரதான சாலை, எளவனூர், திருவாரூர். (3) ம.தினேஷ், 229, வடக்குத் தெரு, எளவனூர், திருவாரூர். bbox=[428, 1789, 766, 1862]
booth-organizer: : பா.நரேஷ், தெற்குத் தெரு, சுட்டக்குடி, திருவாரூர். bbox=[137, 194, 355, 228]
booth-number: பாகம் – 294 bbox=[795, 1353, 865, 1367]
appointment-paragraph bbox=[792, 153, 1130, 192]
branch-title: 13–வது வார்டு bbox=[1269, 1711, 1380, 1729]
role-label: துணை அமைப்பாளர்கள் : bbox=[1156, 464, 1335, 478]
role-label: அமைப்பாளர் : bbox=[428, 1563, 522, 1578]
appointment-paragraph bbox=[1156, 763, 1494, 899]
branch-section bbox=[792, 2192, 1130, 2259]
booth-number: பாகம் – 120 bbox=[52, 149, 123, 163]
role-label: துணை அமைப்பாளர்கள் : bbox=[49, 540, 201, 554]
branch-title: 9–வது வார்டு bbox=[1275, 1070, 1375, 1088]
role-label: துணை அமைப்பாளர்கள் : bbox=[428, 1355, 579, 1369]
appointment-paragraph bbox=[1156, 2225, 1494, 2284]
branch-section bbox=[428, 121, 766, 219]
appointment-paragraph bbox=[428, 2061, 766, 2100]
branch-section bbox=[49, 284, 387, 455]
booth-number: பாகம் – 56 bbox=[52, 686, 116, 701]
appointment-paragraph bbox=[1156, 1482, 1494, 1560]
role-label: துணை அமைப்பாளர்கள் : bbox=[1156, 2228, 1310, 2242]
booth-row bbox=[792, 326, 1130, 365]
role-label: அமைப்பாளர் : bbox=[792, 1882, 889, 1896]
booth-number: பாகம் – 245 bbox=[52, 1478, 123, 1492]
appointment-paragraph bbox=[428, 638, 766, 677]
